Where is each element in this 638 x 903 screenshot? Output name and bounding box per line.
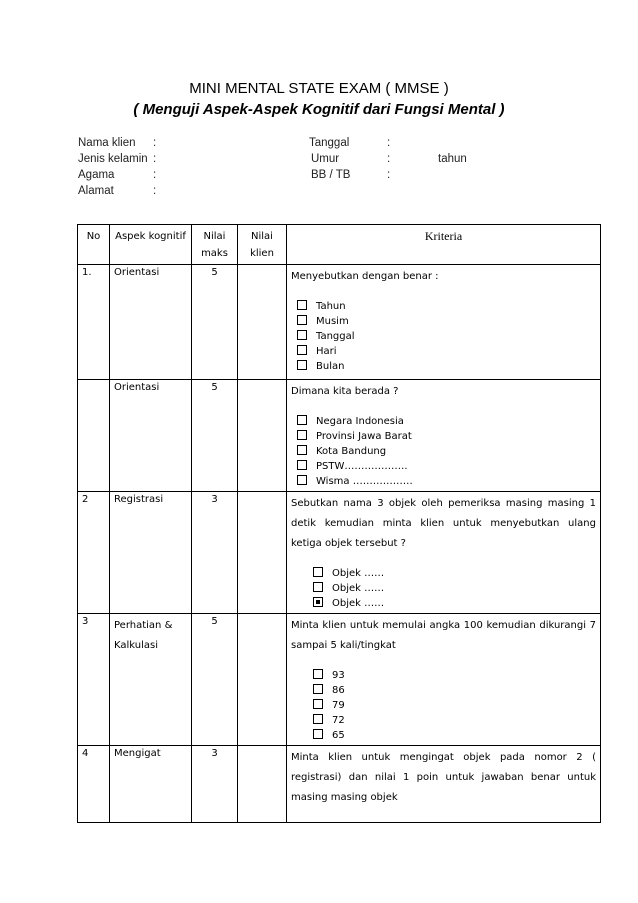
row-no: 4	[78, 746, 110, 823]
row-aspek: Orientasi	[110, 265, 192, 380]
row-kriteria	[287, 380, 601, 492]
header-nilai-maks: Nilai maks	[192, 225, 238, 265]
alamat-label: Alamat	[78, 185, 114, 197]
checkbox-item[interactable]	[291, 429, 596, 444]
checkbox-item[interactable]	[291, 698, 596, 713]
checkbox-checked-icon[interactable]	[313, 597, 323, 607]
checkbox-item[interactable]	[291, 668, 596, 683]
header-nilai-klien: Nilai klien	[238, 225, 287, 265]
row-nilai-maks: 5	[192, 614, 238, 746]
checkbox-icon[interactable]	[297, 330, 307, 340]
checkbox-label: PSTW……………….	[316, 461, 408, 472]
checkbox-label: Provinsi Jawa Barat	[316, 431, 412, 442]
jenis-kelamin-colon: :	[153, 153, 157, 165]
bbtb-label: BB / TB	[311, 169, 351, 181]
tanggal-label: Tanggal	[309, 137, 350, 149]
checkbox-item[interactable]	[291, 713, 596, 728]
row-no: 2	[78, 492, 110, 614]
kriteria-text: Minta klien untuk memulai angka 100 kemudian dikurangi 7 sampai 5 kali/tingkat	[291, 620, 596, 651]
row-nilai-maks: 3	[192, 492, 238, 614]
header-no: No	[78, 225, 110, 265]
umur-label: Umur	[311, 153, 340, 165]
page-subtitle: ( Menguji Aspek-Aspek Kognitif dari Fungsi Mental )	[133, 101, 505, 118]
table-row	[78, 614, 601, 746]
checkbox-icon[interactable]	[297, 300, 307, 310]
checkbox-icon[interactable]	[313, 567, 323, 577]
table-row	[78, 492, 601, 614]
kriteria-text: Dimana kita berada ?	[291, 386, 399, 397]
checkbox-icon[interactable]	[313, 669, 323, 679]
checkbox-icon[interactable]	[297, 345, 307, 355]
checkbox-label: 86	[332, 685, 345, 696]
table-row	[78, 746, 601, 823]
row-nilai-maks: 5	[192, 380, 238, 492]
checkbox-icon[interactable]	[297, 315, 307, 325]
checkbox-icon[interactable]	[297, 460, 307, 470]
row-nilai-maks: 3	[192, 746, 238, 823]
checkbox-item[interactable]	[291, 314, 596, 329]
checkbox-label: Kota Bandung	[316, 446, 387, 457]
checkbox-label: Bulan	[316, 361, 345, 372]
checkbox-item[interactable]	[291, 566, 596, 581]
checkbox-icon[interactable]	[297, 445, 307, 455]
table-row	[78, 265, 601, 380]
row-kriteria	[287, 746, 601, 823]
kriteria-text: Menyebutkan dengan benar :	[291, 271, 439, 282]
checkbox-item[interactable]	[291, 581, 596, 596]
checkbox-item[interactable]	[291, 299, 596, 314]
checkbox-label: Tahun	[316, 301, 346, 312]
checkbox-label: 79	[332, 700, 345, 711]
checkbox-item[interactable]	[291, 459, 596, 474]
row-aspek: Orientasi	[110, 380, 192, 492]
row-kriteria	[287, 492, 601, 614]
checkbox-label: Objek ……	[332, 598, 385, 609]
checkbox-item[interactable]	[291, 344, 596, 359]
jenis-kelamin-label: Jenis kelamin	[78, 153, 148, 165]
checkbox-icon[interactable]	[313, 699, 323, 709]
umur-unit: tahun	[438, 153, 467, 165]
checkbox-label: 65	[332, 730, 345, 741]
agama-colon: :	[153, 169, 157, 181]
mmse-table	[77, 224, 601, 823]
checkbox-label: Objek ……	[332, 583, 385, 594]
row-kriteria	[287, 614, 601, 746]
checkbox-icon[interactable]	[297, 430, 307, 440]
checkbox-item[interactable]	[291, 474, 596, 489]
checkbox-icon[interactable]	[297, 475, 307, 485]
checkbox-icon[interactable]	[313, 729, 323, 739]
checkbox-label: 93	[332, 670, 345, 681]
row-kriteria	[287, 265, 601, 380]
checkbox-icon[interactable]	[313, 714, 323, 724]
checkbox-label: Tanggal	[316, 331, 355, 342]
checkbox-label: 72	[332, 715, 345, 726]
row-nilai-klien[interactable]	[238, 492, 287, 614]
bbtb-colon: :	[387, 169, 391, 181]
checkbox-item[interactable]	[291, 728, 596, 743]
checkbox-item[interactable]	[291, 329, 596, 344]
checkbox-label: Musim	[316, 316, 349, 327]
umur-colon: :	[387, 153, 391, 165]
tanggal-colon: :	[387, 137, 391, 149]
row-nilai-klien[interactable]	[238, 614, 287, 746]
row-no: 3	[78, 614, 110, 746]
checkbox-icon[interactable]	[297, 360, 307, 370]
row-no	[78, 380, 110, 492]
checkbox-item[interactable]	[291, 596, 596, 611]
row-aspek: Mengigat	[110, 746, 192, 823]
table-row	[78, 380, 601, 492]
row-nilai-maks: 5	[192, 265, 238, 380]
checkbox-item[interactable]	[291, 414, 596, 429]
page-title: MINI MENTAL STATE EXAM ( MMSE )	[189, 80, 449, 97]
checkbox-icon[interactable]	[313, 582, 323, 592]
row-aspek: Perhatian & Kalkulasi	[110, 614, 192, 746]
checkbox-icon[interactable]	[297, 415, 307, 425]
alamat-colon: :	[153, 185, 157, 197]
kriteria-text: Sebutkan nama 3 objek oleh pemeriksa masing masing 1 detik kemudian minta klien untuk menyebutkan ulang ketiga objek tersebut ?	[291, 498, 596, 549]
nama-label: Nama klien	[78, 137, 136, 149]
checkbox-label: Hari	[316, 346, 337, 357]
agama-label: Agama	[78, 169, 115, 181]
checkbox-item[interactable]	[291, 444, 596, 459]
checkbox-item[interactable]	[291, 683, 596, 698]
checkbox-icon[interactable]	[313, 684, 323, 694]
row-no: 1.	[78, 265, 110, 380]
checkbox-label: Objek ……	[332, 568, 385, 579]
checkbox-item[interactable]	[291, 359, 596, 374]
header-aspek: Aspek kognitif	[110, 225, 192, 265]
table-header-row	[78, 225, 601, 265]
row-nilai-klien[interactable]	[238, 746, 287, 823]
checkbox-label: Wisma ………………	[316, 476, 413, 487]
checkbox-label: Negara Indonesia	[316, 416, 404, 427]
kriteria-text: Minta klien untuk mengingat objek pada nomor 2 ( registrasi) dan nilai 1 poin untuk jawaban benar untuk masing masing objek	[291, 752, 596, 803]
row-nilai-klien[interactable]	[238, 380, 287, 492]
row-nilai-klien[interactable]	[238, 265, 287, 380]
header-kriteria: Kriteria	[287, 225, 601, 265]
row-aspek: Registrasi	[110, 492, 192, 614]
nama-colon: :	[153, 137, 157, 149]
